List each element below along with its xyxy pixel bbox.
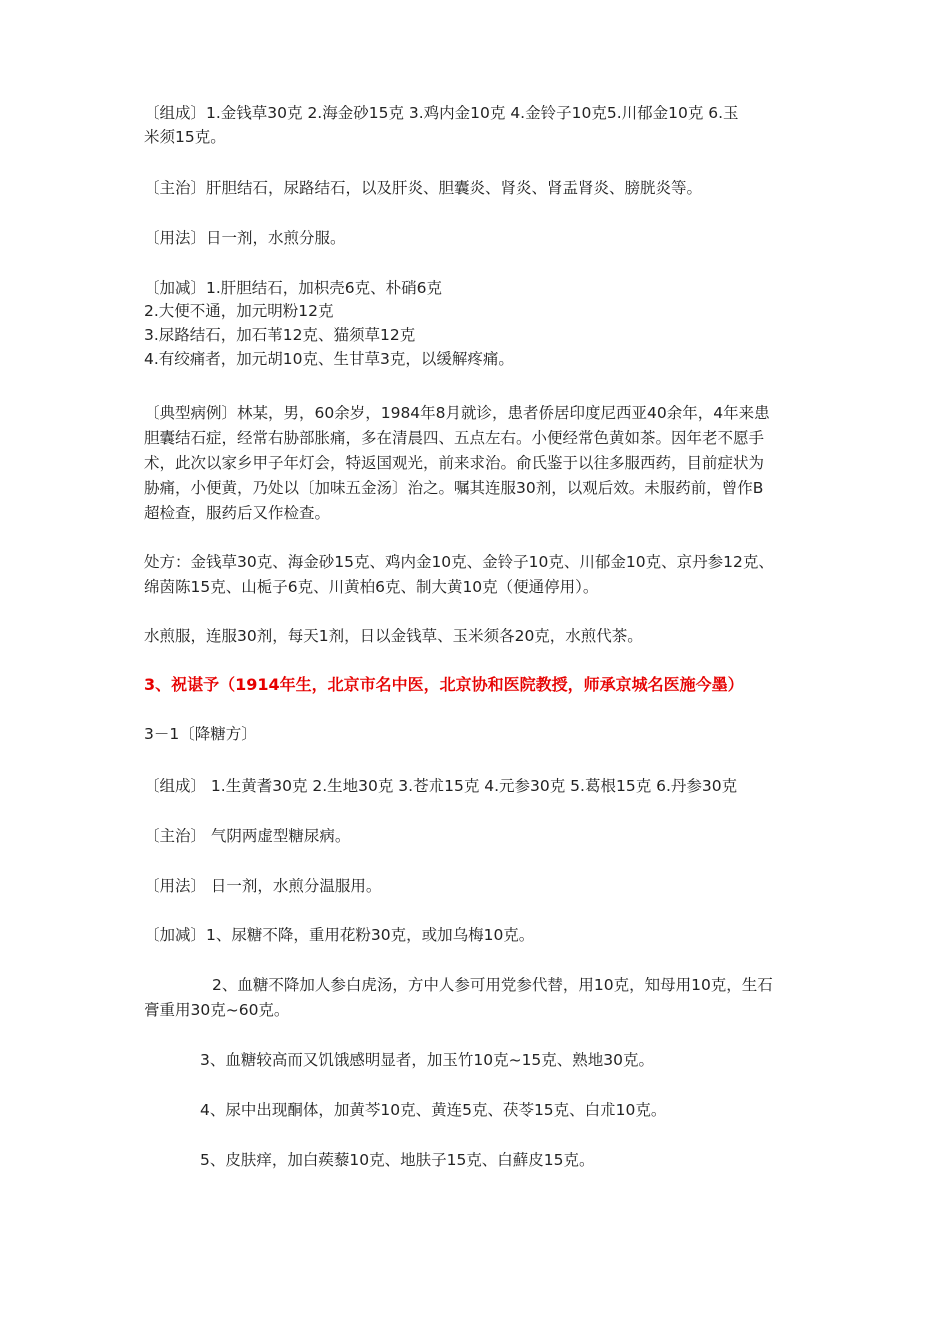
case-line-3: 术，此次以家乡甲子年灯会，特返国观光，前来求治。俞氏鉴于以往多服西药，目前症状为 — [144, 454, 765, 472]
indication-line-3-1: 〔主治〕 气阴两虚型糖尿病。 — [144, 827, 351, 845]
composition-line-2: 米须15克。 — [144, 128, 226, 146]
case-line-2: 胆囊结石症，经常右胁部胀痛，多在清晨四、五点左右。小便经常色黄如茶。因年老不愿手 — [144, 429, 765, 447]
prescription-line-2: 绵茵陈15克、山栀子6克、川黄柏6克、制大黄10克（便通停用）。 — [144, 578, 599, 596]
prescription-line-1: 处方：金钱草30克、海金砂15克、鸡内金10克、金铃子10克、川郁金10克、京丹参12克、 — [144, 553, 774, 571]
decoction-line: 水煎服，连服30剂，每天1剂，日以金钱草、玉米须各20克，水煎代茶。 — [144, 627, 643, 645]
modification-3-1-line-5: 4、尿中出现酮体，加黄芩10克、黄连5克、茯苓15克、白朮10克。 — [200, 1101, 667, 1119]
usage-line: 〔用法〕日一剂，水煎分服。 — [144, 229, 346, 247]
modification-3-1-line-6: 5、皮肤痒，加白蒺藜10克、地肤子15克、白蘚皮15克。 — [200, 1151, 595, 1169]
composition-line-3-1: 〔组成〕 1.生黄耆30克 2.生地30克 3.苍朮15克 4.元参30克 5.葛根15克 6.丹参30克 — [144, 777, 738, 795]
indication-line: 〔主治〕肝胆结石，尿路结石，以及肝炎、胆囊炎、肾炎、肾盂肾炎、膀胱炎等。 — [144, 179, 703, 197]
modification-line-2: 2.大便不通，加元明粉12克 — [144, 302, 334, 320]
modification-line-1: 〔加减〕1.肝胆结石，加枳壳6克、朴硝6克 — [144, 279, 443, 297]
modification-3-1-line-3: 膏重用30克~60克。 — [144, 1001, 290, 1019]
case-line-4: 胁痛，小便黄，乃处以〔加味五金汤〕治之。嘱其连服30剂，以观后效。未服药前，曾作B — [144, 479, 764, 497]
usage-line-3-1: 〔用法〕 日一剂，水煎分温服用。 — [144, 877, 382, 895]
case-line-5: 超检查，服药后又作检查。 — [144, 504, 331, 522]
modification-3-1-line-2: 2、血糖不降加人参白虎汤，方中人参可用党参代替，用10克，知母用10克，生石 — [212, 976, 773, 994]
modification-3-1-line-4: 3、血糖较高而又饥饿感明显者，加玉竹10克~15克、熟地30克。 — [200, 1051, 655, 1069]
case-line-1: 〔典型病例〕林某，男，60余岁，1984年8月就诊，患者侨居印度尼西亚40余年，4年来患 — [144, 404, 770, 422]
composition-line-1: 〔组成〕1.金钱草30克 2.海金砂15克 3.鸡内金10克 4.金铃子10克5.川郁金10克 6.玉 — [144, 104, 739, 122]
modification-line-3: 3.尿路结石，加石苇12克、猫须草12克 — [144, 326, 416, 344]
formula-subtitle: 3－1〔降糖方〕 — [144, 725, 257, 743]
section-heading: 3、祝谌予（1914年生，北京市名中医，北京协和医院教授，师承京城名医施今墨） — [144, 675, 744, 694]
modification-line-4: 4.有绞痛者，加元胡10克、生甘草3克，以缓解疼痛。 — [144, 350, 514, 368]
modification-3-1-line-1: 〔加减〕1、尿糖不降，重用花粉30克，或加乌梅10克。 — [144, 926, 535, 944]
